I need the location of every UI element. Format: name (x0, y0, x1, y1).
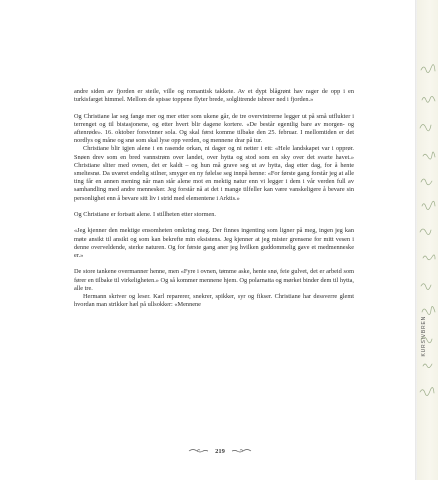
body-paragraph: Hermann skriver og leser. Karl reparerer, snekrer, spikker, syr og fikser. Christiane har dessverre glemt hvordan man strikker hæl på ullsokker: «Mennene (74, 293, 354, 309)
body-text (74, 88, 354, 309)
body-paragraph: andre siden av fjorden er steile, ville og romantisk takkete. Av et dypt blågrønt hav rager de opp i en turkisfarget himmel. Mellom de spisse toppene flyter brede, solglitrende isbreer ned i fjorden.» (74, 88, 354, 104)
right-flourish-icon (230, 447, 252, 455)
handwriting-scribbles-icon (417, 0, 438, 480)
block-quote-paragraph: «Jeg kjenner den mektige ensomheten omkring meg. Der finnes ingenting som ligner på meg, ingen jeg kan møte ansikt til ansikt og som kan bekrefte min eksistens. Jeg kjenner at jeg mister grensene for mitt vesen i denne overveldende, sterke naturen. Og for første gang aner jeg hvilken guddommelig gave et medmenneske er.» (74, 227, 354, 260)
page-folio (170, 445, 270, 457)
running-header-vertical: KURSIVBREN (421, 316, 427, 357)
handwriting-strip (417, 0, 438, 480)
body-paragraph: De store tankene overmanner henne, men «Fyre i ovnen, tømme aske, hente snø, feie gulvet, det er arbeid som fører en tilbake til virkeligheten.» Og så kommer mennene hjem. Og polarnatta og mørket binder dem til hytta, alle tre. (74, 268, 354, 292)
left-flourish-icon (188, 447, 210, 455)
body-paragraph: Og Christiane er fortsatt alene. I stillheten etter stormen. (74, 211, 216, 219)
page-number: 219 (215, 447, 225, 455)
body-paragraph: Og Christiane lar seg fange mer og mer etter som ukene går, de tre overvintrerne legger ut på små utflukter i terrenget og til bistasjonene, og etter hvert blir dagene kortere. «De består egentlig bare av morgen- og aftenrøde». 16. oktober forsvinner sola. Og skal først komme tilbake den 25. februar. I mellomtiden er det nordlys og måne og snø som skal lyse opp verden, og mennene drar på tur. (74, 112, 354, 145)
body-paragraph: Christiane blir igjen alene i en rasende orkan, ni dager og ni netter i ett: «Hele landskapet var i opprør. Snøen drev som en bred vannstrøm over landet, over hytta og stod som en sky over det svarte havet.» Christiane sliter med ovnen, det er kaldt – og hun må grave seg ut av hytta, dag etter dag, for å hente smeltesnø. Da uværet endelig stilner, smyger en ny følelse seg innpå henne: «For første gang forstår jeg at alle ting får en annen mening når man står alene mot en mektig natur enn vi legger i dem i vår verden full av samhandling med andre mennesker. Jeg forstår nå at det i mange tilfeller kan være vanskeligere å bevare sin personlighet enn å bevare sitt liv i strid med elementene i Arktis.» (74, 145, 354, 202)
